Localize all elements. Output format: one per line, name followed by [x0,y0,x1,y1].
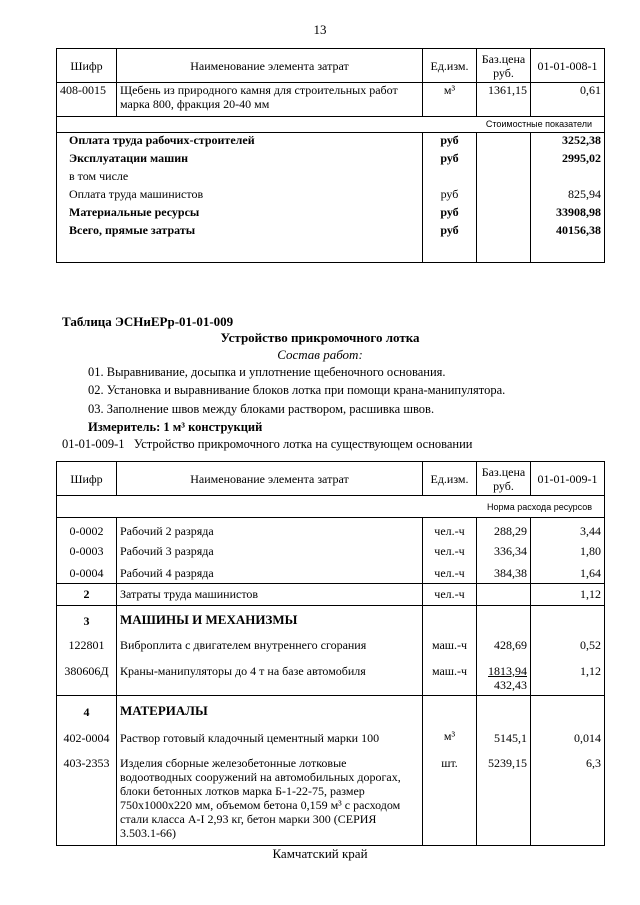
operators-unit: чел.-ч [423,584,477,606]
work-item: 02. Установка и выравнивание блоков лотка при помощи крана-манипулятора. [88,383,506,397]
row-code: 408-0015 [57,83,117,117]
labor-price: 336,34 [477,540,531,562]
cost-name: Эксплуатации машин [57,151,423,169]
material-price: 5239,15 [477,748,531,846]
cost-unit: руб [423,187,477,205]
cost-name: Оплата труда рабочих-строителей [57,133,423,151]
footer-region: Камчатский край [272,846,368,861]
machine-value: 0,52 [531,630,605,656]
cost-name: в том числе [57,169,423,187]
section-label: Стоимостные показатели [57,117,605,133]
machine-price-value: 1813,94 [488,663,527,678]
cost-unit: руб [423,205,477,223]
material-value: 0,014 [531,722,605,748]
table-title: Таблица ЭСНиЕРр-01-01-009 [62,314,234,329]
material-code: 402-0004 [57,722,117,748]
row-value: 0,61 [531,83,605,117]
operators-name: Затраты труда машинистов [117,584,423,606]
header-code: Шифр [57,49,117,83]
machine-unit: маш.-ч [423,656,477,696]
labor-code: 0-0002 [57,518,117,540]
machine-code: 380606Д [57,656,117,696]
material-unit: м³ [423,722,477,748]
labor-unit: чел.-ч [423,540,477,562]
cost-table-008 [56,48,605,263]
machine-name: Виброплита с двигателем внутреннего сгорания [117,630,423,656]
labor-name: Рабочий 2 разряда [117,518,423,540]
header-price: Баз.цена руб. [477,49,531,83]
header-item-code: 01-01-009-1 [531,462,605,496]
machine-price: 428,69 [477,630,531,656]
table-subtitle: Устройство прикромочного лотка [220,330,420,345]
machine-name: Краны-манипуляторы до 4 т на базе автомобиля [117,656,423,696]
item-line: 01-01-009-1 Устройство прикромочного лотка на существующем основании [62,437,473,451]
page-number: 13 [313,22,327,37]
cost-value: 2995,02 [531,151,605,169]
labor-value: 3,44 [531,518,605,540]
cost-value: 3252,38 [531,133,605,151]
machine-price [477,656,531,696]
labor-value: 1,64 [531,562,605,584]
machines-section-title: МАШИНЫ И МЕХАНИЗМЫ [117,606,423,630]
labor-unit: чел.-ч [423,562,477,584]
work-item: 03. Заполнение швов между блоками раствором, расшивка швов. [88,402,435,416]
cost-unit: руб [423,223,477,263]
labor-name: Рабочий 4 разряда [117,562,423,584]
material-unit: шт. [423,748,477,846]
labor-price: 384,38 [477,562,531,584]
material-name: Изделия сборные железобетонные лотковые водоотводных сооружений на автомобильных дорогах, блоки бетонных лотков марка Б-1-22-75, размер 750x1000x220 мм, объемом бетона 0,159 м³ с расходом стали класса А-I 2,93 кг, бетон марки 300 (СЕРИЯ 3.503.1-66) [117,748,423,846]
labor-code: 0-0004 [57,562,117,584]
operators-code: 2 [57,584,117,606]
composition-title: Состав работ: [277,347,363,362]
machine-code: 122801 [57,630,117,656]
header-code: Шифр [57,462,117,496]
cost-unit: руб [423,151,477,169]
cost-name: Оплата труда машинистов [57,187,423,205]
section-label: Норма расхода ресурсов [57,496,605,518]
labor-name: Рабочий 3 разряда [117,540,423,562]
labor-code: 0-0003 [57,540,117,562]
header-item-code: 01-01-008-1 [531,49,605,83]
labor-price: 288,29 [477,518,531,540]
cost-value: 40156,38 [531,223,605,263]
meter: Измеритель: 1 м³ конструкций [88,420,263,434]
header-unit: Ед.изм. [423,49,477,83]
machine-value: 1,12 [531,656,605,696]
work-item: 01. Выравнивание, досыпка и уплотнение щебеночного основания. [88,365,446,379]
operators-value: 1,12 [531,584,605,606]
material-code: 403-2353 [57,748,117,846]
header-name: Наименование элемента затрат [117,462,423,496]
machines-section-code: 3 [57,606,117,630]
material-name: Раствор готовый кладочный цементный марки 100 [117,722,423,748]
cost-name: Всего, прямые затраты [57,223,423,263]
cost-name: Материальные ресурсы [57,205,423,223]
cost-value: 33908,98 [531,205,605,223]
labor-unit: чел.-ч [423,518,477,540]
resource-table-009 [56,461,605,846]
header-price: Баз.цена руб. [477,462,531,496]
row-name: Щебень из природного камня для строительных работ марка 800, фракция 20-40 мм [117,83,423,117]
cost-value: 825,94 [531,187,605,205]
header-name: Наименование элемента затрат [117,49,423,83]
machine-price-operator-wage: 432,43 [494,677,527,692]
material-value: 6,3 [531,748,605,846]
row-price: 1361,15 [477,83,531,117]
cost-unit: руб [423,133,477,151]
machine-unit: маш.-ч [423,630,477,656]
row-unit: м³ [423,83,477,117]
materials-section-code: 4 [57,696,117,722]
header-unit: Ед.изм. [423,462,477,496]
materials-section-title: МАТЕРИАЛЫ [117,696,423,722]
labor-value: 1,80 [531,540,605,562]
material-price: 5145,1 [477,722,531,748]
